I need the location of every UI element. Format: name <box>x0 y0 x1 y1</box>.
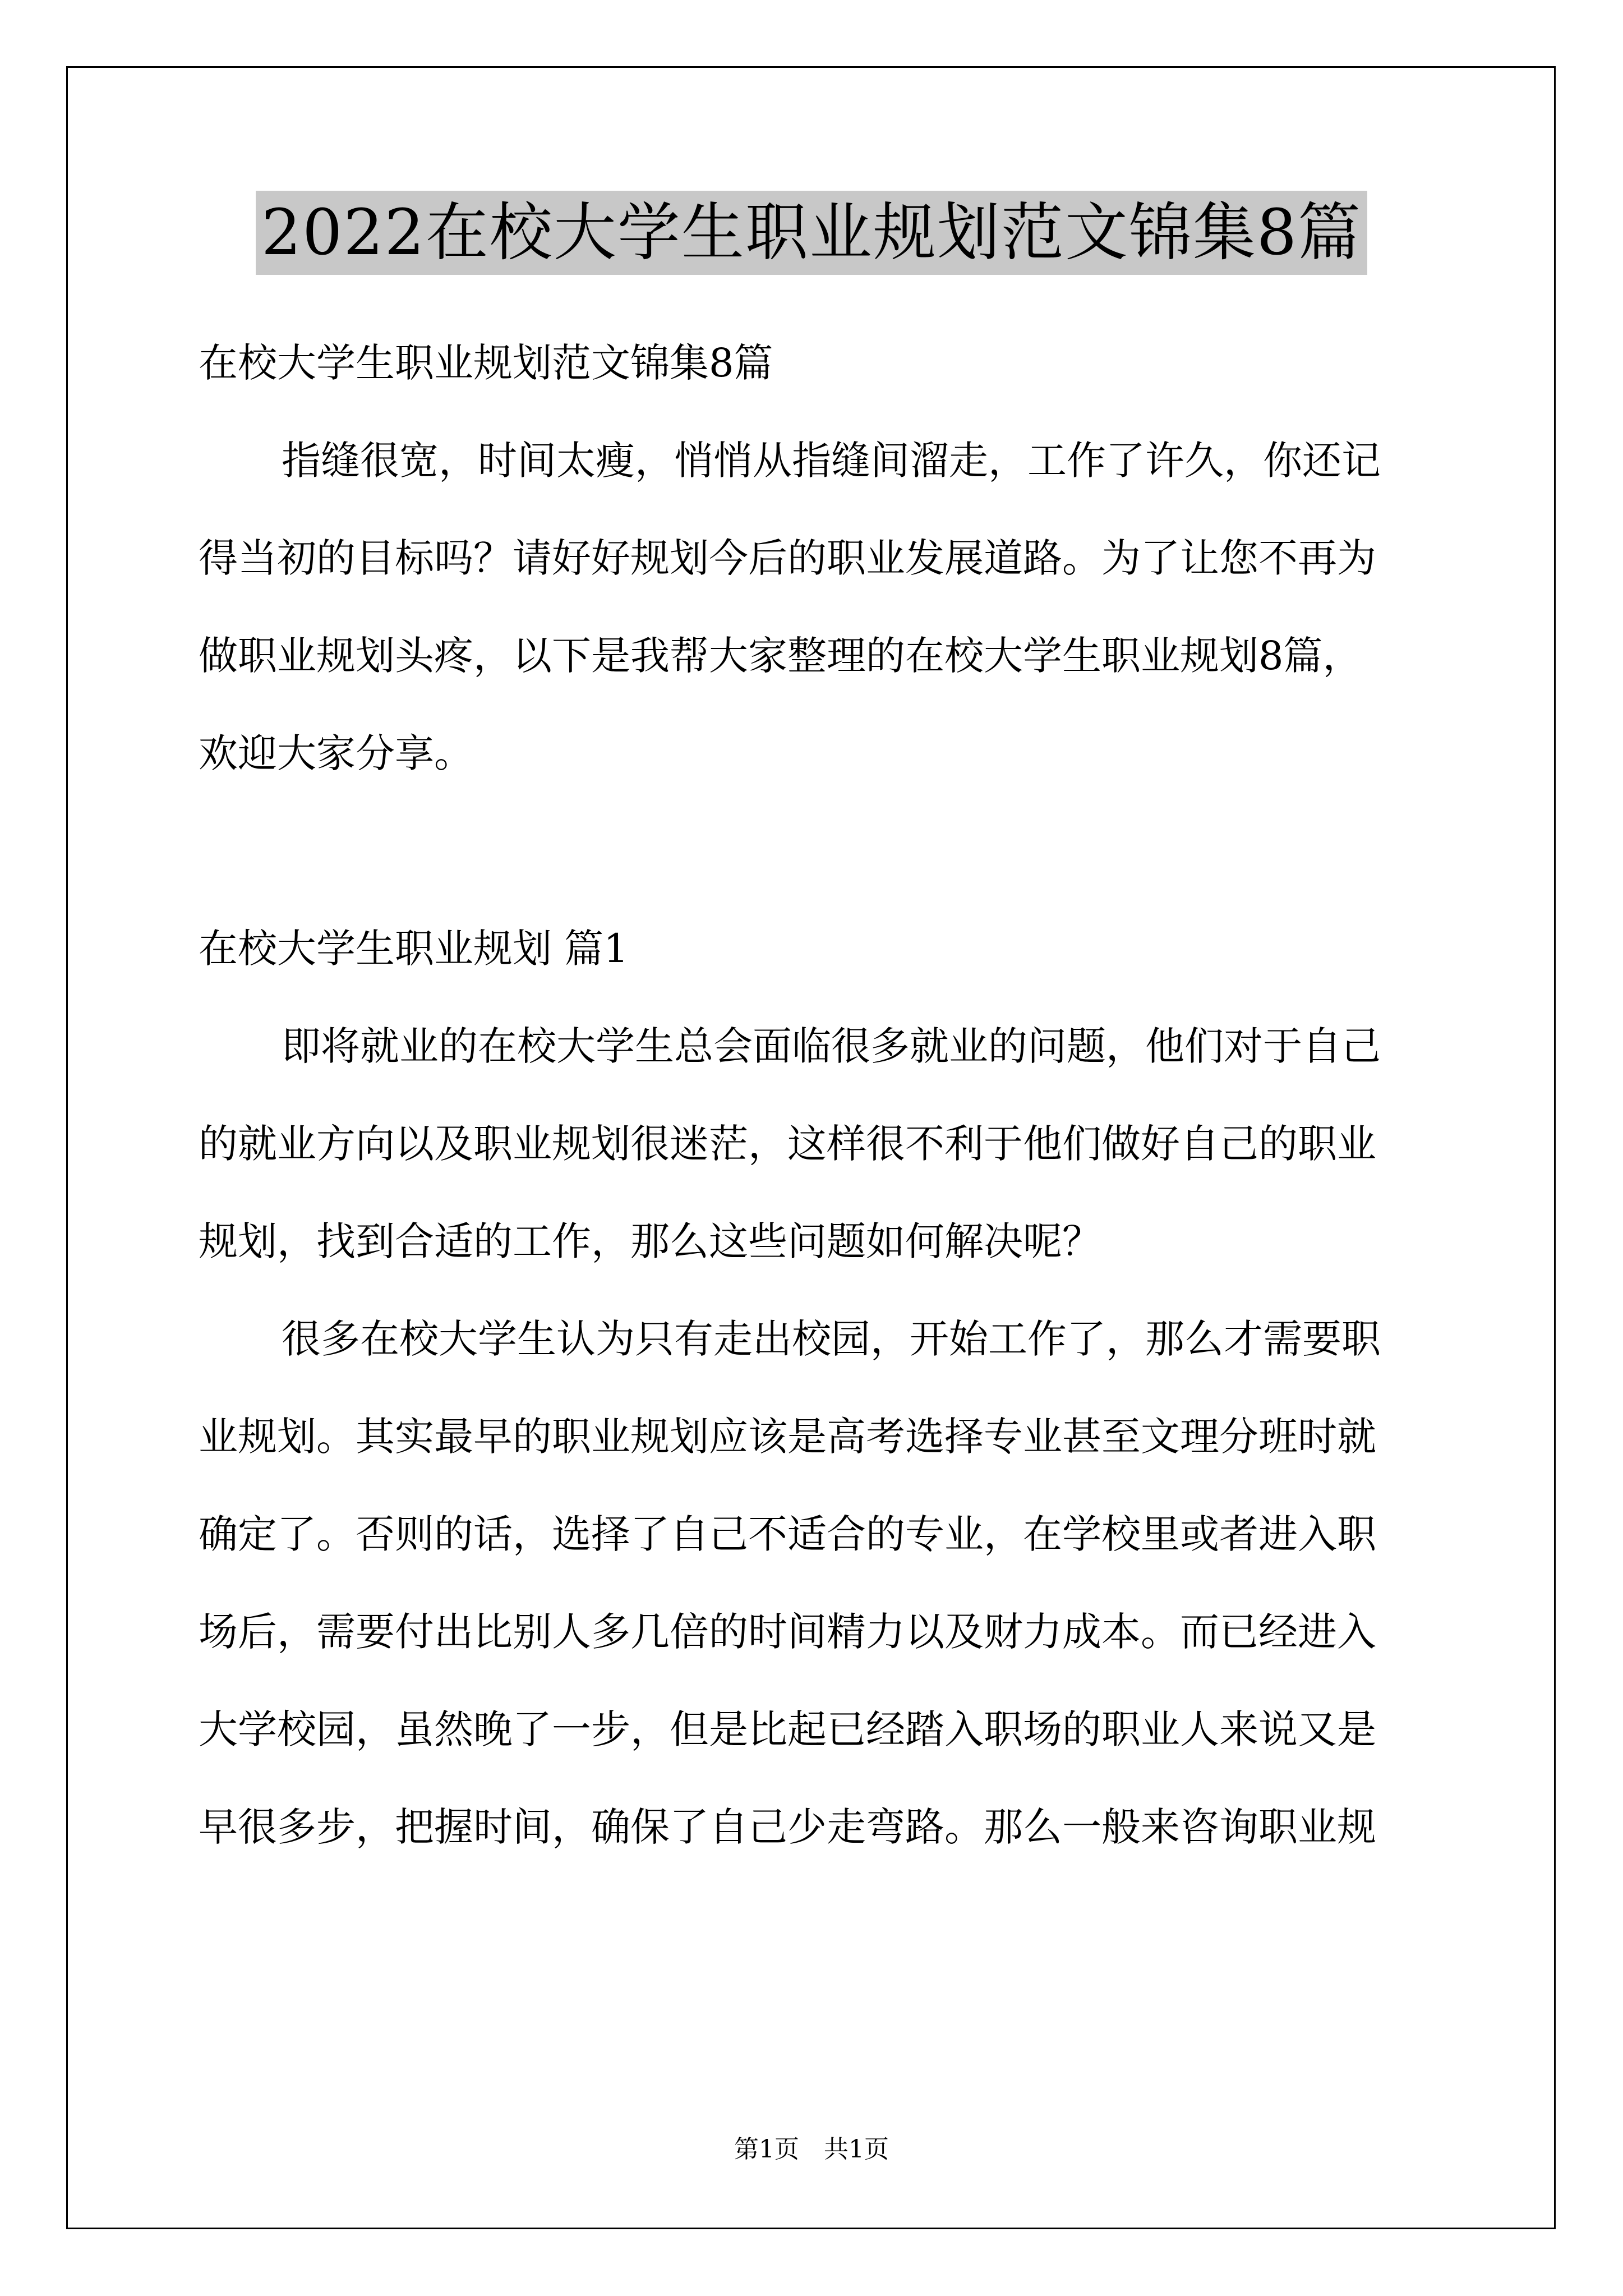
document-body <box>199 314 1424 1876</box>
text-line: 确定了。否则的话，选择了自己不适合的专业，在学校里或者进入职 <box>199 1511 1376 1557</box>
text-line: 大学校园，虽然晚了一步，但是比起已经踏入职场的职业人来说又是 <box>199 1706 1376 1752</box>
text-line: 即将就业的在校大学生总会面临很多就业的问题，他们对于自己 <box>282 1023 1381 1069</box>
document-title: 2022在校大学生职业规划范文锦集8篇 <box>256 191 1367 275</box>
paragraph-gap <box>199 802 1424 900</box>
text-line: 在校大学生职业规划范文锦集8篇 <box>199 340 773 386</box>
text-line: 业规划。其实最早的职业规划应该是高考选择专业甚至文理分班时就 <box>199 1414 1376 1460</box>
text-line: 早很多步，把握时间，确保了自己少走弯路。那么一般来咨询职业规 <box>199 1804 1376 1850</box>
text-line: 做职业规划头疼，以下是我帮大家整理的在校大学生职业规划8篇， <box>199 633 1362 679</box>
text-line: 规划，找到合适的工作，那么这些问题如何解决呢？ <box>199 1218 1101 1264</box>
text-line: 欢迎大家分享。 <box>199 730 473 776</box>
text-line: 的就业方向以及职业规划很迷茫，这样很不利于他们做好自己的职业 <box>199 1121 1376 1167</box>
title-container <box>0 191 1623 275</box>
text-line: 得当初的目标吗？请好好规划今后的职业发展道路。为了让您不再为 <box>199 535 1376 581</box>
text-line: 指缝很宽，时间太瘦，悄悄从指缝间溜走，工作了许久，你还记 <box>282 438 1381 484</box>
text-line: 在校大学生职业规划 篇1 <box>199 926 629 972</box>
text-line: 很多在校大学生认为只有走出校园，开始工作了，那么才需要职 <box>282 1316 1381 1362</box>
page-footer: 第1页 共1页 <box>734 2135 889 2164</box>
text-line: 场后，需要付出比别人多几倍的时间精力以及财力成本。而已经进入 <box>199 1609 1376 1655</box>
